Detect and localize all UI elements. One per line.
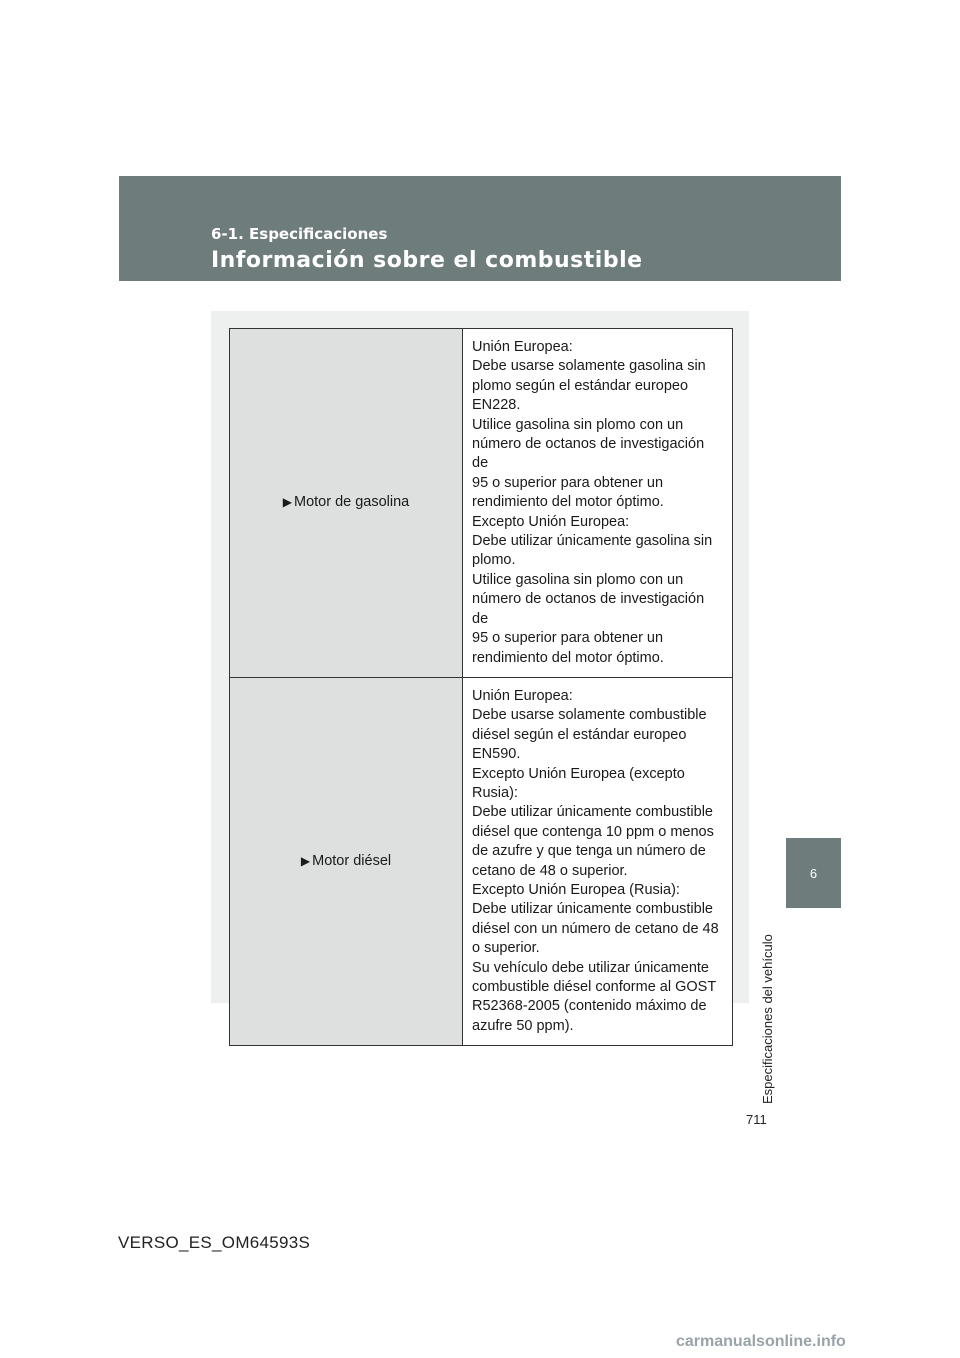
section-label: 6-1. Especificaciones [211,225,388,243]
page-title: Información sobre el combustible [211,248,643,273]
fuel-requirement-cell [463,677,733,1045]
requirement-line: Debe usarse solamente combustible [472,707,707,724]
requirement-line: Rusia): [472,784,518,801]
engine-type-label: Motor de gasolina [293,494,410,511]
document-code: VERSO_ES_OM64593S [118,1233,311,1252]
requirement-line: Debe utilizar únicamente gasolina sin [472,533,713,550]
requirement-line: plomo. [472,552,516,569]
chapter-tab [786,838,841,908]
requirement-line: Unión Europea: [472,339,573,355]
requirement-line: EN590. [472,746,521,763]
requirement-line: Debe utilizar únicamente combustible [472,804,713,821]
requirement-line: Excepto Unión Europea (Rusia): [472,881,680,898]
requirement-line: Utilice gasolina sin plomo con un [472,571,684,588]
requirement-line: Debe utilizar únicamente combustible [472,901,713,918]
requirement-line: Unión Europea: [472,687,573,704]
triangle-right-icon: ▶ [300,853,311,868]
requirement-line: EN228. [472,397,521,414]
engine-type-label: Motor diésel [312,852,392,869]
engine-type-cell [230,329,463,678]
requirement-line: azufre 50 ppm). [472,1017,574,1034]
requirement-line: rendimiento del motor óptimo. [472,649,664,666]
requirement-line: Debe usarse solamente gasolina sin [472,358,706,375]
chapter-number: 6 [809,866,818,881]
requirement-line: diésel según el estándar europeo [472,726,687,743]
requirement-line: Excepto Unión Europea: [472,513,630,530]
table-row [230,329,733,678]
requirement-line: diésel que contenga 10 ppm o menos [472,823,714,840]
table-row [230,677,733,1045]
requirement-line: Excepto Unión Europea (excepto [472,765,685,782]
chapter-label: Especificaciones del vehículo [760,934,775,1104]
requirement-line: número de octanos de investigación de [472,591,705,627]
fuel-requirement-cell [463,329,733,678]
requirement-line: combustible diésel conforme al GOST [472,979,717,995]
requirement-line: Utilice gasolina sin plomo con un [472,416,684,433]
requirement-line: plomo según el estándar europeo [472,377,689,394]
watermark: carmanualsonline.info [676,1333,846,1350]
fuel-spec-table [229,328,733,1046]
requirement-line: o superior. [472,940,540,957]
requirement-line: 95 o superior para obtener un [472,630,664,647]
requirement-line: 95 o superior para obtener un [472,474,664,491]
requirement-line: número de octanos de investigación de [472,436,705,472]
requirement-line: de azufre y que tenga un número de [472,843,706,860]
requirement-line: diésel con un número de cetano de 48 [472,920,719,937]
engine-type-cell [230,677,463,1045]
requirement-line: Su vehículo debe utilizar únicamente [472,959,709,976]
triangle-right-icon: ▶ [282,495,292,510]
requirement-line: rendimiento del motor óptimo. [472,494,664,511]
page-number: 711 [746,1112,767,1127]
requirement-line: R52368-2005 (contenido máximo de [472,998,707,1015]
requirement-line: cetano de 48 o superior. [472,862,628,879]
